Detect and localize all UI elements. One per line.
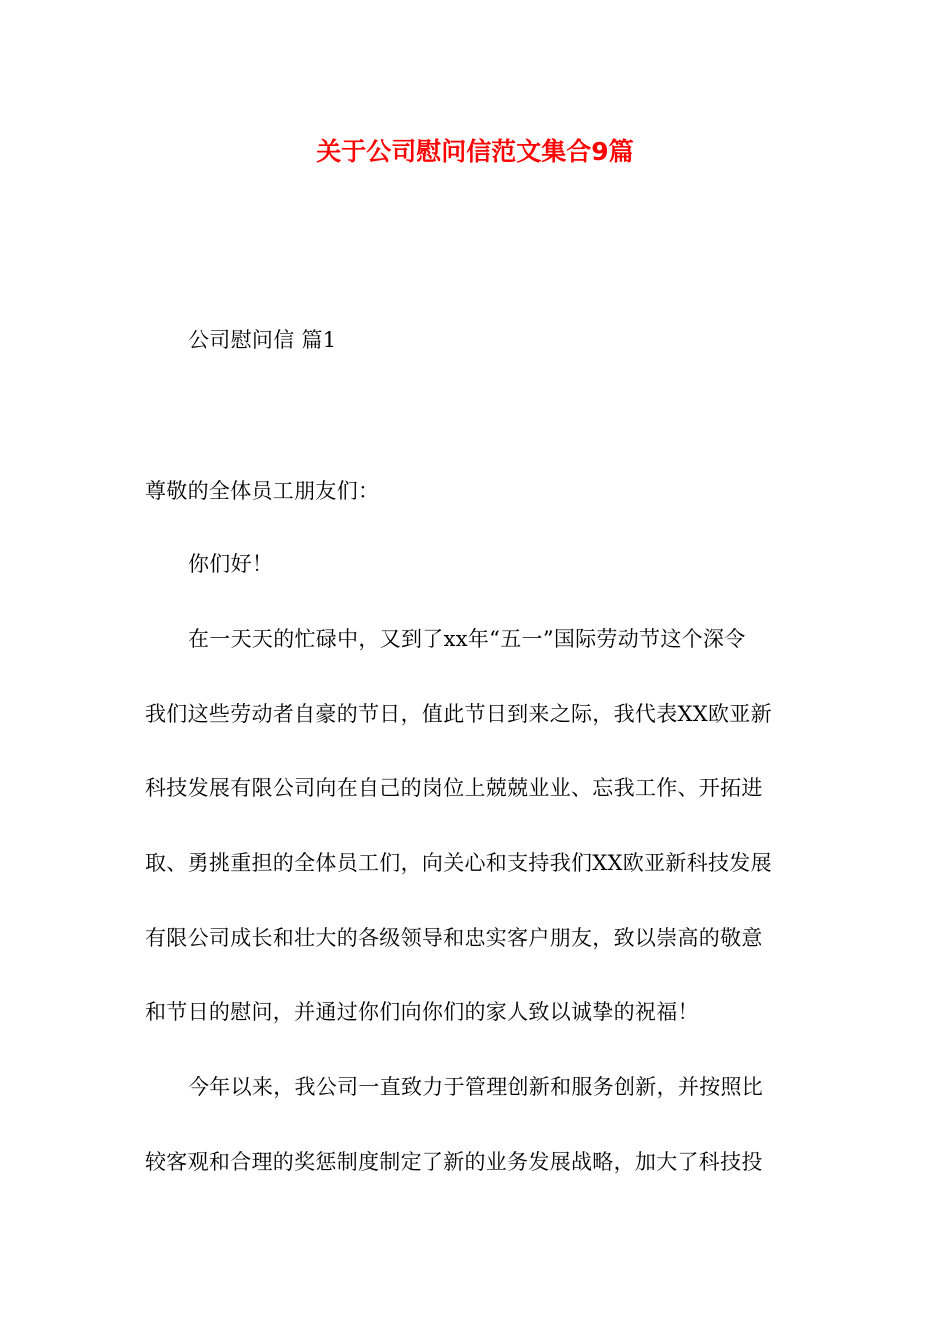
salutation: 尊敬的全体员工朋友们： (145, 479, 380, 503)
document-title: 关于公司慰问信范文集合9篇 (316, 137, 634, 166)
section-heading: 公司慰问信 篇1 (188, 328, 337, 352)
paragraph-line: 我们这些劳动者自豪的节日，值此节日到来之际，我代表XX欧亚新 (145, 702, 772, 726)
paragraph-line: 科技发展有限公司向在自己的岗位上兢兢业业、忘我工作、开拓进 (145, 776, 763, 800)
paragraph-line: 在一天天的忙碌中，又到了xx年“五一”国际劳动节这个深令 (188, 627, 746, 651)
greeting: 你们好！ (188, 552, 274, 576)
paragraph-line: 较客观和合理的奖惩制度制定了新的业务发展战略，加大了科技投 (145, 1150, 763, 1174)
paragraph-line: 取、勇挑重担的全体员工们，向关心和支持我们XX欧亚新科技发展 (145, 851, 772, 875)
paragraph-line: 有限公司成长和壮大的各级领导和忠实客户朋友，致以崇高的敬意 (145, 926, 763, 950)
paragraph-line: 和节日的慰问，并通过你们向你们的家人致以诚挚的祝福！ (145, 1000, 699, 1024)
paragraph-line: 今年以来，我公司一直致力于管理创新和服务创新，并按照比 (188, 1075, 764, 1099)
